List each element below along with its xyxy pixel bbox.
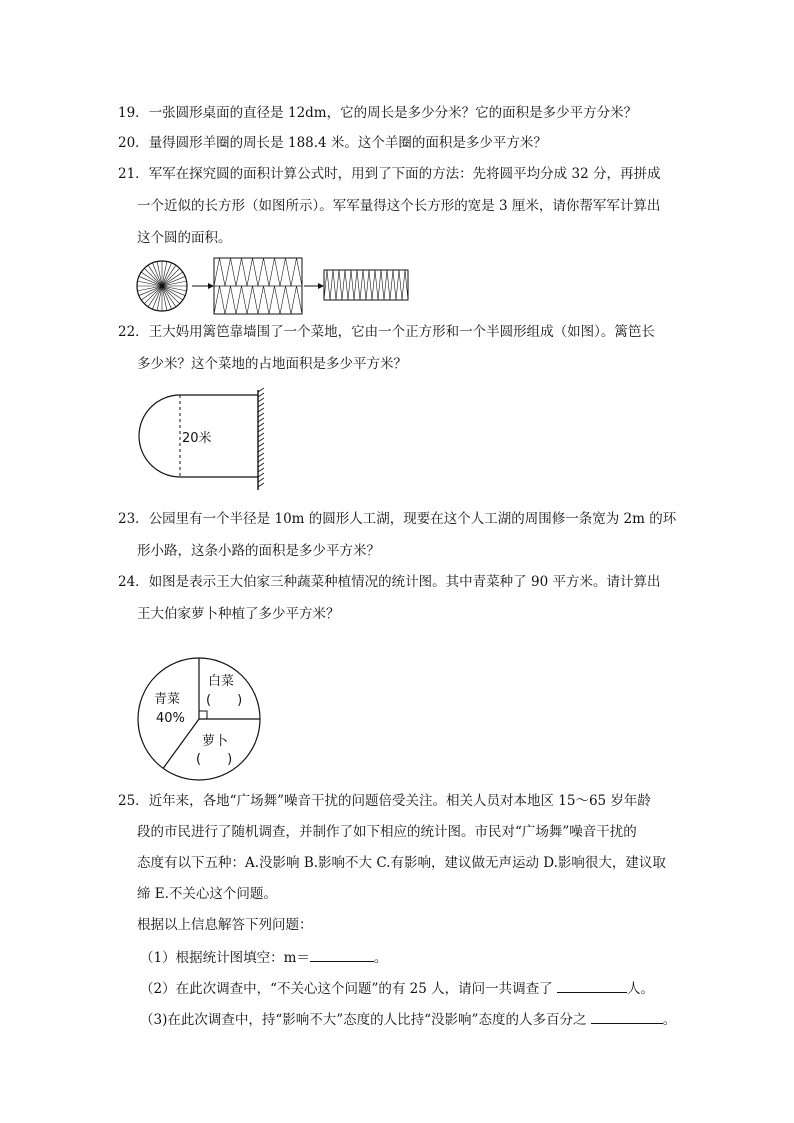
question-21 — [118, 165, 660, 183]
question-number: 19． — [118, 105, 149, 121]
question-number: 20． — [118, 135, 149, 151]
question-number: 21． — [118, 166, 149, 182]
arrow-1-icon — [192, 283, 214, 289]
side-length-label: 20米 — [182, 431, 212, 446]
baicai-blank: ( ) — [206, 693, 243, 708]
question-25-part1 — [140, 947, 387, 967]
question-text: 量得圆形羊圈的周长是 188.4 米。这个羊圈的面积是多少平方米？ — [148, 135, 547, 151]
question-22 — [118, 323, 655, 341]
question-24-line2: 王大伯家萝卜种植了多少平方米？ — [137, 606, 340, 622]
qingcai-percent: 40% — [156, 711, 185, 726]
circle-to-rectangle-figure — [136, 256, 416, 316]
vegetable-pie-chart — [136, 657, 266, 781]
question-22-line2: 多少米？这个菜地的占地面积是多少平方米？ — [137, 356, 407, 372]
question-25 — [118, 792, 651, 810]
question-25-intro: 根据以上信息解答下列问题： — [137, 917, 313, 933]
luobo-blank: ( ) — [196, 752, 233, 767]
question-text: 军军在探究圆的面积计算公式时，用到了下面的方法：先将圆平均分成 32 分，再拼成 — [148, 166, 661, 182]
answer-blank-m[interactable] — [310, 947, 374, 962]
question-text: 近年来，各地“广场舞”噪音干扰的问题倍受关注。相关人员对本地区 15～65 岁年龄 — [148, 793, 651, 809]
approx-rectangle — [324, 270, 408, 300]
question-number: 24． — [118, 574, 149, 590]
part1-text: （1）根据统计图填空：m＝ — [140, 950, 310, 966]
question-23 — [118, 510, 676, 528]
part3-text: （3)在此次调查中，持“影响不大”态度的人比持“没影响”态度的人多百分之 — [140, 1012, 591, 1028]
question-24 — [118, 573, 660, 591]
question-21-line2: 一个近似的长方形（如图所示）。军军量得这个长方形的宽是 3 厘米，请你帮军军计算出 — [137, 198, 661, 214]
part2-end: 人。 — [626, 981, 654, 997]
sectored-circle — [137, 261, 187, 311]
question-text: 公园里有一个半径是 10m 的圆形人工湖，现要在这个人工湖的周围修一条宽为 2m 的环 — [148, 511, 677, 527]
question-number: 22． — [118, 324, 149, 340]
luobo-label: 萝卜 — [202, 734, 229, 749]
question-25-line3: 态度有以下五种：A.没影响 B.影响不大 C.有影响，建议做无声运动 D.影响很大，建议取 — [137, 855, 666, 871]
part1-end: 。 — [373, 950, 388, 966]
garden-figure — [136, 390, 276, 490]
question-23-line2: 形小路，这条小路的面积是多少平方米？ — [137, 543, 380, 559]
question-20 — [118, 134, 547, 152]
question-25-part2 — [140, 978, 654, 998]
qingcai-slice-edge — [163, 719, 199, 768]
question-25-line2: 段的市民进行了随机调查，并制作了如下相应的统计图。市民对“广场舞”噪音干扰的 — [137, 824, 637, 840]
question-25-part3 — [140, 1009, 676, 1029]
question-text: 如图是表示王大伯家三种蔬菜种植情况的统计图。其中青菜种了 90 平方米。请计算出 — [148, 574, 661, 590]
arrow-2-icon — [304, 283, 324, 289]
right-angle-mark — [199, 711, 207, 719]
question-19 — [118, 104, 637, 122]
question-text: 一张圆形桌面的直径是 12dm，它的周长是多少分米？它的面积是多少平方分米？ — [148, 105, 638, 121]
qingcai-label: 青菜 — [154, 692, 181, 707]
part3-end: 。 — [662, 1012, 677, 1028]
question-number: 23． — [118, 511, 149, 527]
question-25-line4: 缔 E.不关心这个问题。 — [137, 886, 277, 902]
question-number: 25． — [118, 793, 149, 809]
part2-text: （2）在此次调查中，“不关心这个问题”的有 25 人，请问一共调查了 — [140, 981, 557, 997]
answer-blank-total[interactable] — [557, 978, 627, 993]
answer-blank-percent[interactable] — [591, 1009, 663, 1024]
question-text: 王大妈用篱笆靠墙围了一个菜地，它由一个正方形和一个半圆形组成（如图）。篱笆长 — [148, 324, 655, 340]
question-21-line3: 这个圆的面积。 — [137, 230, 232, 246]
baicai-label: 白菜 — [208, 674, 235, 689]
interleaved-rectangle — [214, 258, 302, 314]
